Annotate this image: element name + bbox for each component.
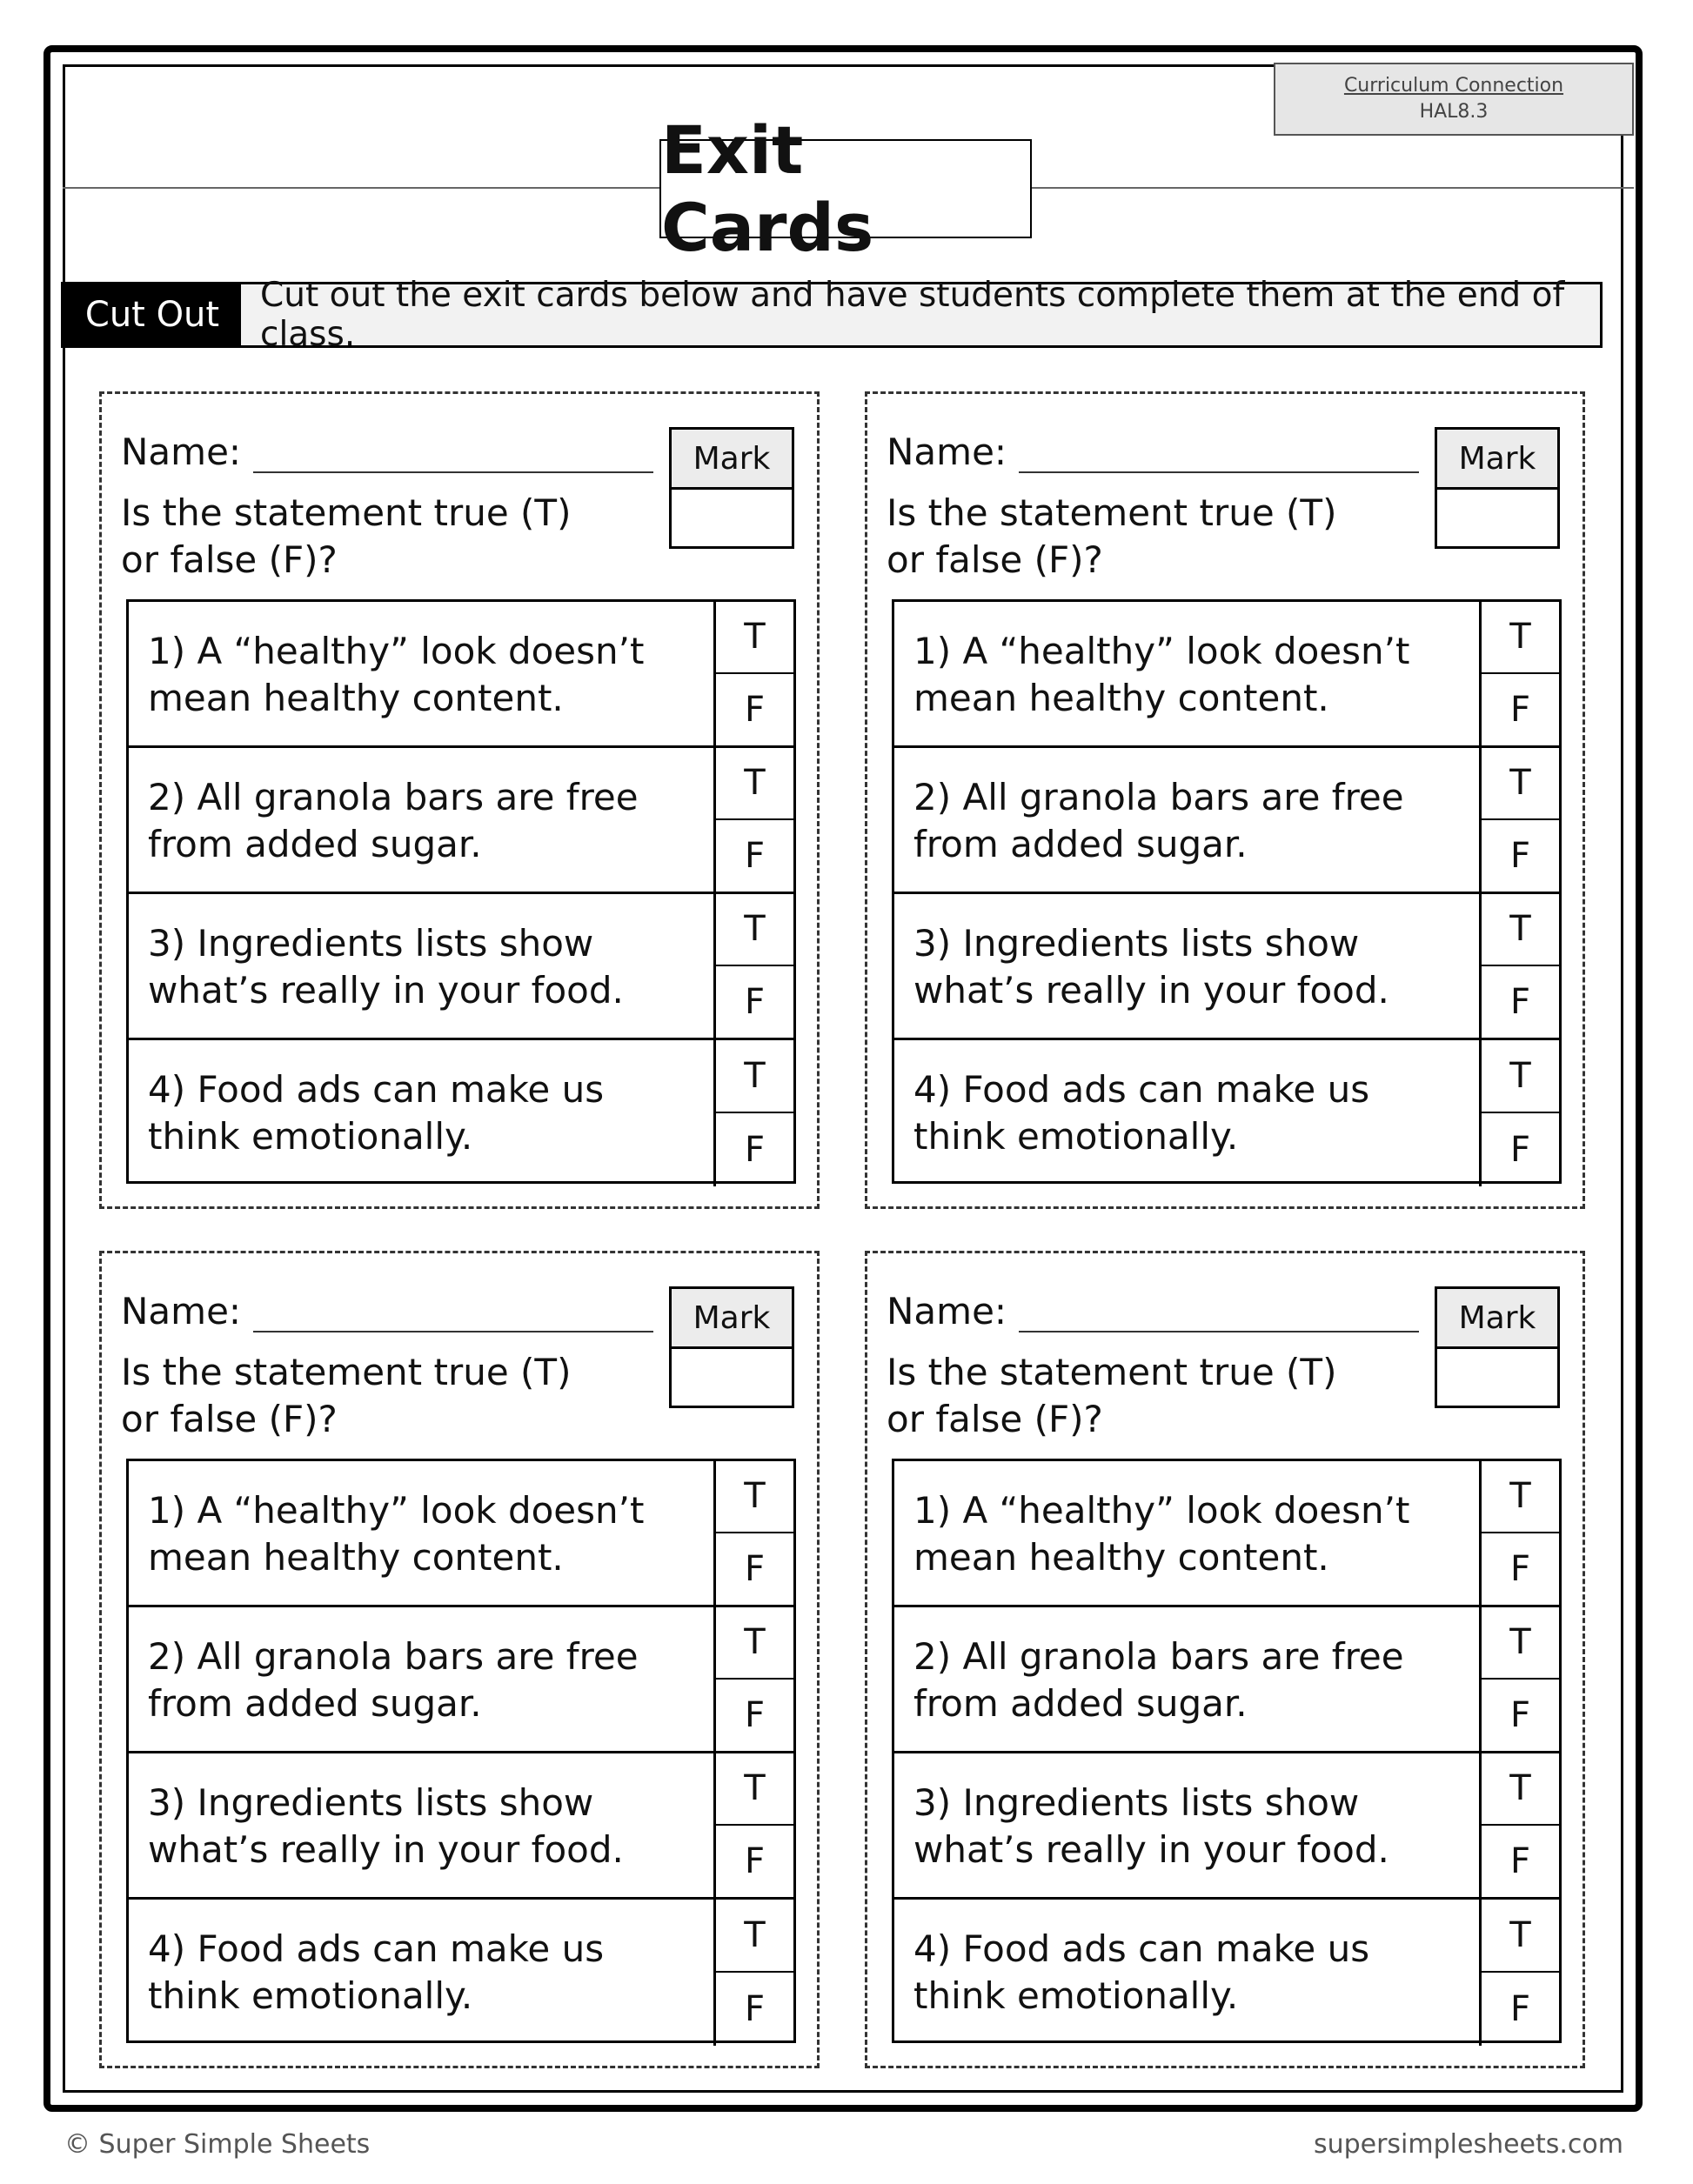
name-label: Name: [887,431,1007,473]
statement-table [892,1459,1562,2043]
true-option[interactable]: T [1482,748,1559,820]
statement-text: 3) Ingredients lists show what’s really in your food. [148,1781,624,1871]
true-option[interactable]: T [716,1753,793,1826]
question-prompt: Is the statement true (T) or false (F)? [887,491,1337,581]
mark-box [1435,427,1560,549]
statement-text: 4) Food ads can make us think emotionally. [148,1927,605,2017]
page-title: Exit Cards [659,139,1032,238]
name-blank[interactable] [1019,440,1419,473]
false-option[interactable]: F [1509,835,1530,876]
false-option[interactable]: F [744,1130,765,1170]
false-option[interactable]: F [744,689,765,730]
statement-row [894,1607,1559,1753]
name-label: Name: [121,431,242,473]
statement-text: 2) All granola bars are free from added sugar. [913,776,1404,865]
true-option[interactable]: T [716,748,793,820]
curriculum-label: Curriculum Connection [1343,75,1564,97]
true-false-cells [713,894,793,1038]
statement-table [126,599,796,1184]
exit-card [865,1251,1585,2068]
statement-text: 2) All granola bars are free from added sugar. [148,776,639,865]
statement-row [894,1040,1559,1186]
false-option[interactable]: F [744,981,765,1022]
true-false-cells [713,1753,793,1897]
name-blank[interactable] [1019,1299,1419,1332]
statement-text: 3) Ingredients lists show what’s really in your food. [148,922,624,1012]
footer-website: supersimplesheets.com [1313,2129,1623,2160]
true-false-cells [713,748,793,892]
statement-row [894,894,1559,1040]
true-option[interactable]: T [1482,1461,1559,1533]
true-option[interactable]: T [1482,894,1559,966]
statement-row [129,602,793,748]
false-option[interactable]: F [1509,1548,1530,1589]
false-option[interactable]: F [1509,1130,1530,1170]
false-option[interactable]: F [744,1694,765,1735]
true-option[interactable]: T [1482,1040,1559,1113]
statement-row [129,1461,793,1607]
statement-text: 2) All granola bars are free from added sugar. [913,1635,1404,1725]
true-false-cells [713,1607,793,1751]
true-false-cells [713,1461,793,1605]
true-false-cells [713,1900,793,2046]
statement-row [894,602,1559,748]
name-field [887,1290,1419,1332]
false-option[interactable]: F [744,1840,765,1881]
true-false-cells [713,602,793,745]
statement-text: 1) A “healthy” look doesn’t mean healthy content. [913,1489,1410,1579]
statement-row [129,1607,793,1753]
statement-text: 1) A “healthy” look doesn’t mean healthy content. [148,1489,645,1579]
name-field [121,431,653,473]
mark-box [669,427,794,549]
question-prompt: Is the statement true (T) or false (F)? [887,1351,1337,1440]
true-option[interactable]: T [1482,602,1559,674]
question-prompt: Is the statement true (T) or false (F)? [121,491,572,581]
statement-text: 3) Ingredients lists show what’s really in your food. [913,1781,1389,1871]
false-option[interactable]: F [744,1548,765,1589]
true-false-cells [1479,1461,1559,1605]
true-option[interactable]: T [716,1040,793,1113]
statement-text: 4) Food ads can make us think emotionally. [913,1068,1370,1158]
statement-text: 4) Food ads can make us think emotionally. [913,1927,1370,2017]
statement-text: 1) A “healthy” look doesn’t mean healthy content. [913,630,1410,719]
name-label: Name: [121,1290,242,1332]
true-false-cells [1479,1607,1559,1751]
curriculum-code: HAL8.3 [1419,101,1489,123]
footer-copyright: © Super Simple Sheets [64,2129,371,2160]
true-false-cells [1479,1040,1559,1186]
false-option[interactable]: F [744,1989,765,2029]
true-false-cells [1479,748,1559,892]
question-prompt: Is the statement true (T) or false (F)? [121,1351,572,1440]
name-field [887,431,1419,473]
true-false-cells [713,1040,793,1186]
statement-table [892,599,1562,1184]
true-option[interactable]: T [716,602,793,674]
exit-card [99,391,820,1209]
statement-text: 4) Food ads can make us think emotionally. [148,1068,605,1158]
false-option[interactable]: F [1509,1989,1530,2029]
curriculum-connection-box [1274,63,1634,136]
false-option[interactable]: F [1509,1694,1530,1735]
statement-text: 3) Ingredients lists show what’s really in your food. [913,922,1389,1012]
statement-table [126,1459,796,2043]
statement-text: 1) A “healthy” look doesn’t mean healthy content. [148,630,645,719]
true-false-cells [1479,602,1559,745]
statement-row [129,748,793,894]
mark-box [1435,1286,1560,1408]
true-option[interactable]: T [716,1607,793,1680]
false-option[interactable]: F [1509,981,1530,1022]
statement-row [894,748,1559,894]
statement-row [894,1900,1559,2046]
statement-row [129,1900,793,2046]
true-false-cells [1479,1900,1559,2046]
true-false-cells [1479,894,1559,1038]
true-option[interactable]: T [1482,1753,1559,1826]
name-blank[interactable] [253,1299,653,1332]
mark-label: Mark [1437,1289,1557,1349]
name-field [121,1290,653,1332]
statement-row [894,1753,1559,1900]
true-option[interactable]: T [1482,1900,1559,1973]
statement-text: 2) All granola bars are free from added sugar. [148,1635,639,1725]
name-blank[interactable] [253,440,653,473]
mark-label: Mark [672,1289,792,1349]
mark-box [669,1286,794,1408]
true-false-cells [1479,1753,1559,1897]
true-option[interactable]: T [716,1461,793,1533]
instruction-bar [61,276,1603,354]
false-option[interactable]: F [744,835,765,876]
statement-row [129,894,793,1040]
exit-card [99,1251,820,2068]
exit-card [865,391,1585,1209]
true-option[interactable]: T [716,1900,793,1973]
name-label: Name: [887,1290,1007,1332]
false-option[interactable]: F [1509,1840,1530,1881]
true-option[interactable]: T [1482,1607,1559,1680]
statement-row [129,1040,793,1186]
mark-label: Mark [1437,430,1557,490]
instruction-text: Cut out the exit cards below and have students complete them at the end of class. [260,276,1565,354]
instruction-tag: Cut Out [64,284,241,345]
statement-row [129,1753,793,1900]
true-option[interactable]: T [716,894,793,966]
false-option[interactable]: F [1509,689,1530,730]
statement-row [894,1461,1559,1607]
mark-label: Mark [672,430,792,490]
